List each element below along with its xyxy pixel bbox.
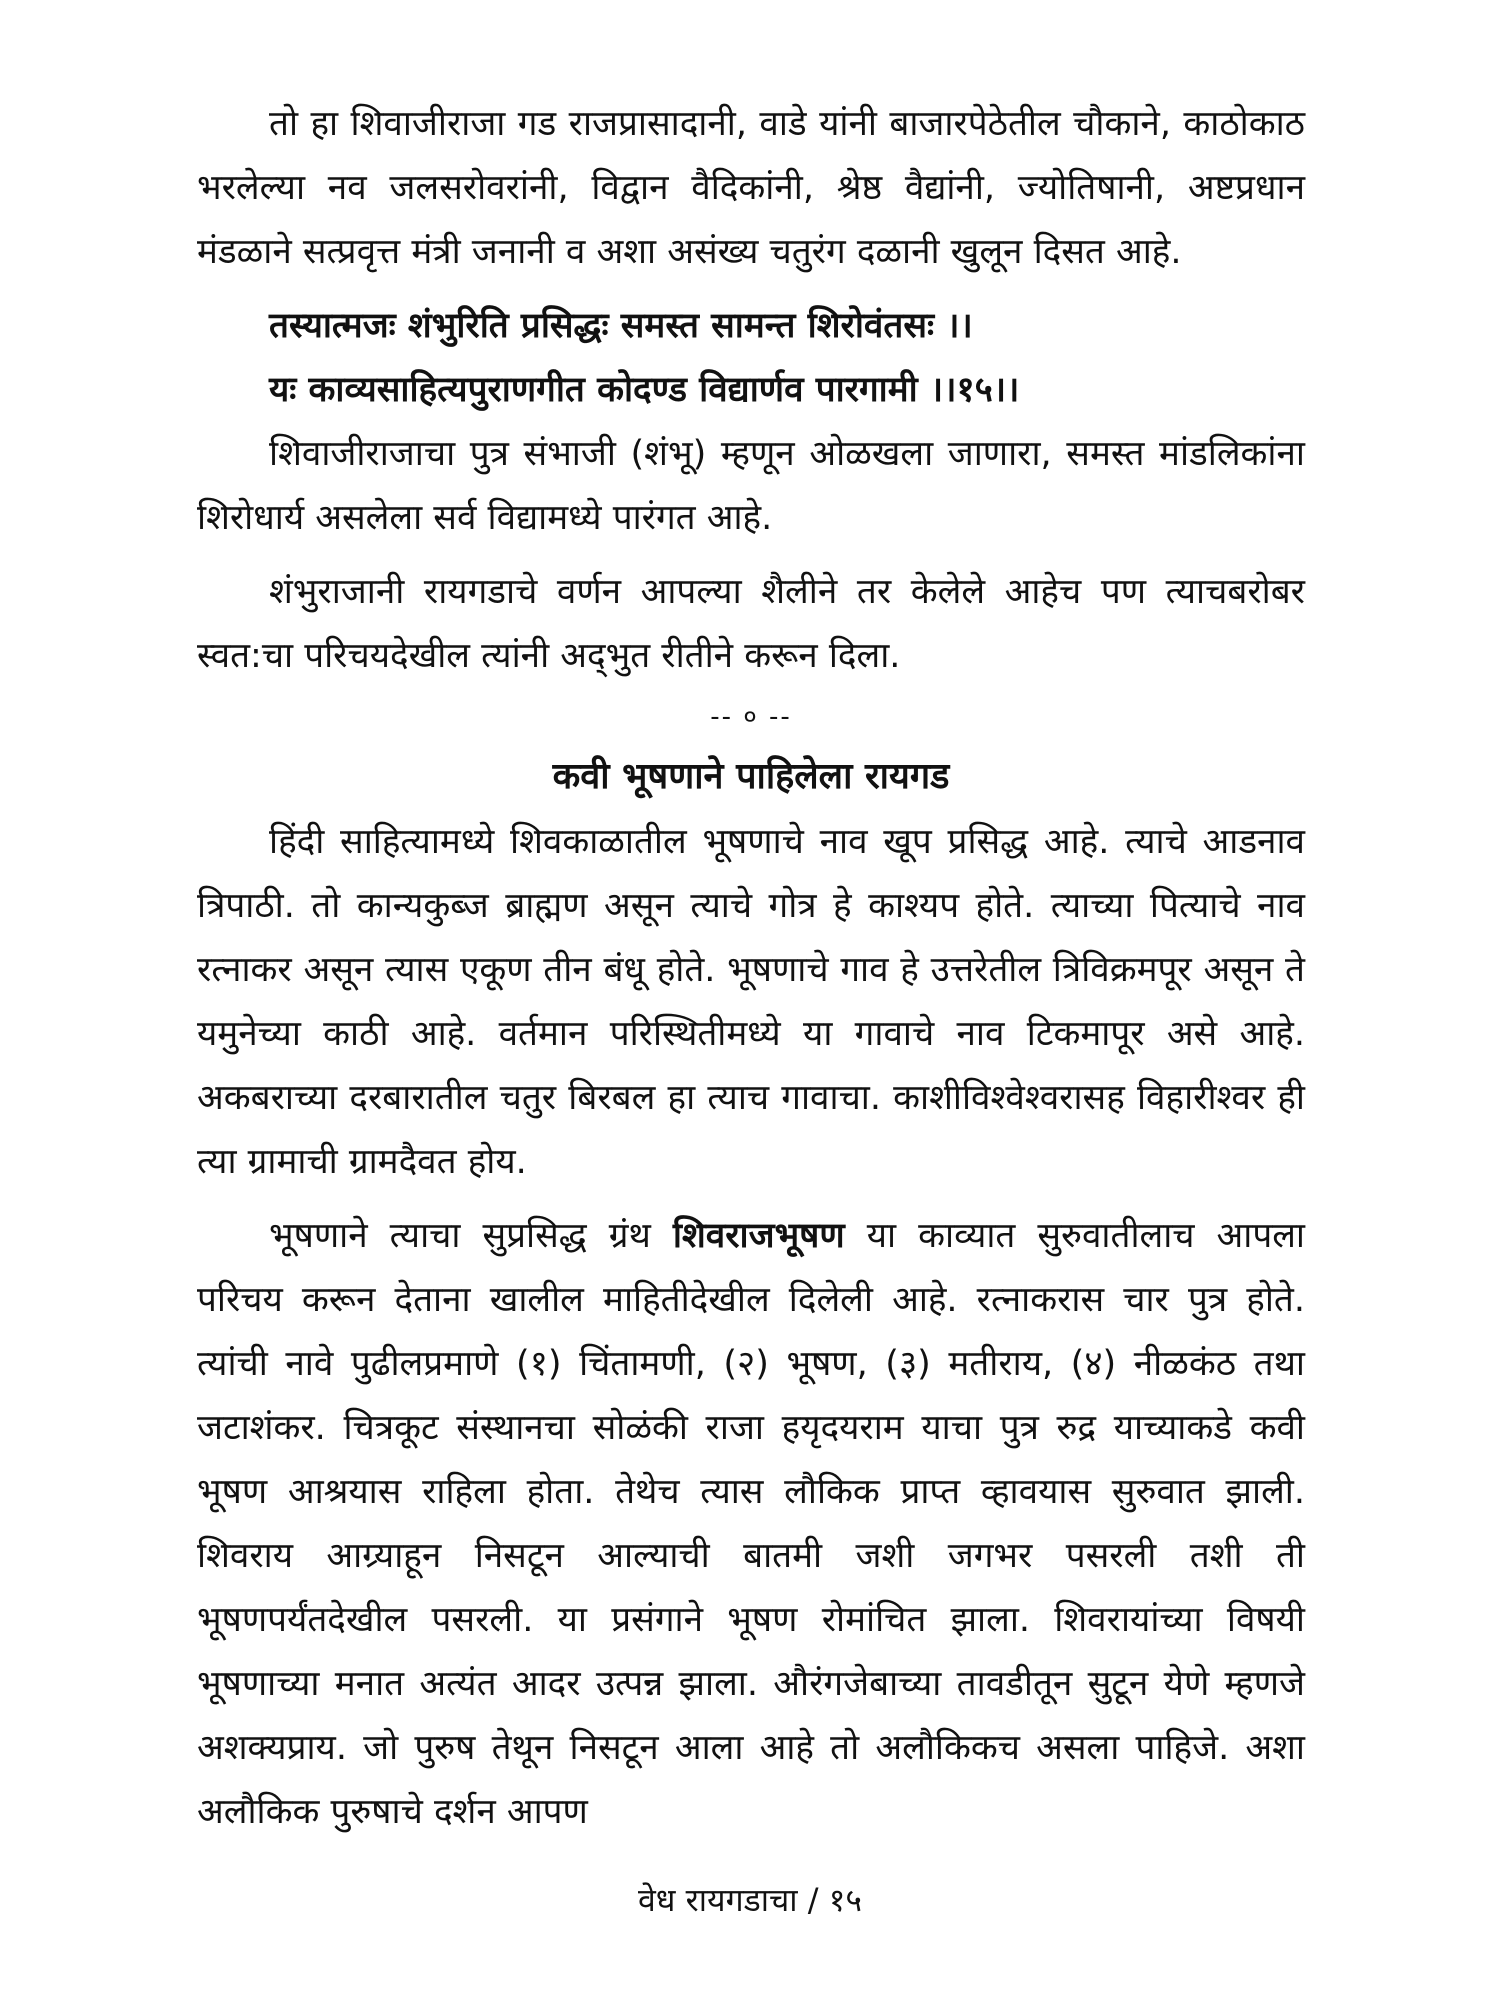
paragraph-4: हिंदी साहित्यामध्ये शिवकाळातील भूषणाचे नाव खूप प्रसिद्ध आहे. त्याचे आडनाव त्रिपाठी. तो कान्यकुब्ज ब्राह्मण असून त्याचे गोत्र हे काश्यप होते. त्याच्या पित्याचे नाव रत्नाकर असून त्यास एकूण तीन बंधू होते. भूषणाचे गाव हे उत्तरेतील त्रिविक्रमपूर असून ते यमुनेच्या काठी आहे. वर्तमान परिस्थितीमध्ये या गावाचे नाव टिकमापूर असे आहे. अकबराच्या दरबारातील चतुर बिरबल हा त्याच गावाचा. काशीविश्वेश्वरासह विहारीश्वर ही त्या ग्रामाची ग्रामदैवत होय.	[197, 822, 1305, 1182]
paragraph-3: शंभुराजानी रायगडाचे वर्णन आपल्या शैलीने तर केलेले आहेच पण त्याचबरोबर स्वत:चा परिचयदेखील त्यांनी अद्‌भुत रीतीने करून दिला.	[197, 572, 1305, 676]
section-separator: -- ० --	[710, 702, 792, 732]
paragraph-5	[197, 1204, 1305, 1844]
verse-line-2: यः काव्यसाहित्यपुराणगीत कोदण्ड विद्यार्णव पारगामी ।।१५।।	[269, 370, 1020, 410]
spacer	[197, 550, 1305, 560]
section-heading: कवी भूषणाने पाहिलेला रायगड	[552, 756, 950, 797]
spacer	[197, 1194, 1305, 1204]
book-title: शिवराजभूषण	[672, 1216, 845, 1256]
page-footer: वेध रायगडाचा / १५	[637, 1881, 863, 1919]
page-body	[197, 92, 1305, 1844]
paragraph-2: शिवाजीराजाचा पुत्र संभाजी (शंभू) म्हणून ओळखला जाणारा, समस्त मांडलिकांना शिरोधार्य असलेला सर्व विद्यामध्ये पारंगत आहे.	[197, 434, 1305, 538]
paragraph-5-rest: या काव्यात सुरुवातीलाच आपला परिचय करून देताना खालील माहितीदेखील दिलेली आहे. रत्नाकरास चार पुत्र होते. त्यांची नावे पुढीलप्रमाणे (१) चिंतामणी, (२) भूषण, (३) मतीराय, (४) नीळकंठ तथा जटाशंकर. चित्रकूट संस्थानचा सोळंकी राजा हयृदयराम याचा पुत्र रुद्र याच्याकडे कवी भूषण आश्रयास राहिला होता. तेथेच त्यास लौकिक प्राप्त व्हावयास सुरुवात झाली. शिवराय आग्र्याहून निसटून आल्याची बातमी जशी जगभर पसरली तशी ती भूषणपर्यंतदेखील पसरली. या प्रसंगाने भूषण रोमांचित झाला. शिवरायांच्या विषयी भूषणाच्या मनात अत्यंत आदर उत्पन्न झाला. औरंगजेबाच्या तावडीतून सुटून येणे म्हणजे अशक्यप्राय. जो पुरुष तेथून निसटून आला आहे तो अलौकिकच असला पाहिजे. अशा अलौकिक पुरुषाचे दर्शन आपण	[197, 1216, 1305, 1832]
verse-line-1: तस्यात्मजः शंभुरिति प्रसिद्धः समस्त सामन्त शिरोवंतसः ।।	[269, 306, 973, 346]
paragraph-5-start: भूषणाने त्याचा सुप्रसिद्ध ग्रंथ	[269, 1216, 673, 1256]
spacer	[197, 284, 1305, 294]
paragraph-1: तो हा शिवाजीराजा गड राजप्रासादानी, वाडे यांनी बाजारपेठेतील चौकाने, काठोकाठ भरलेल्या नव जलसरोवरांनी, विद्वान वैदिकांनी, श्रेष्ठ वैद्यांनी, ज्योतिषानी, अष्टप्रधान मंडळाने सत्प्रवृत्त मंत्री जनानी व अशा असंख्य चतुरंग दळानी खुलून दिसत आहे.	[197, 104, 1305, 272]
